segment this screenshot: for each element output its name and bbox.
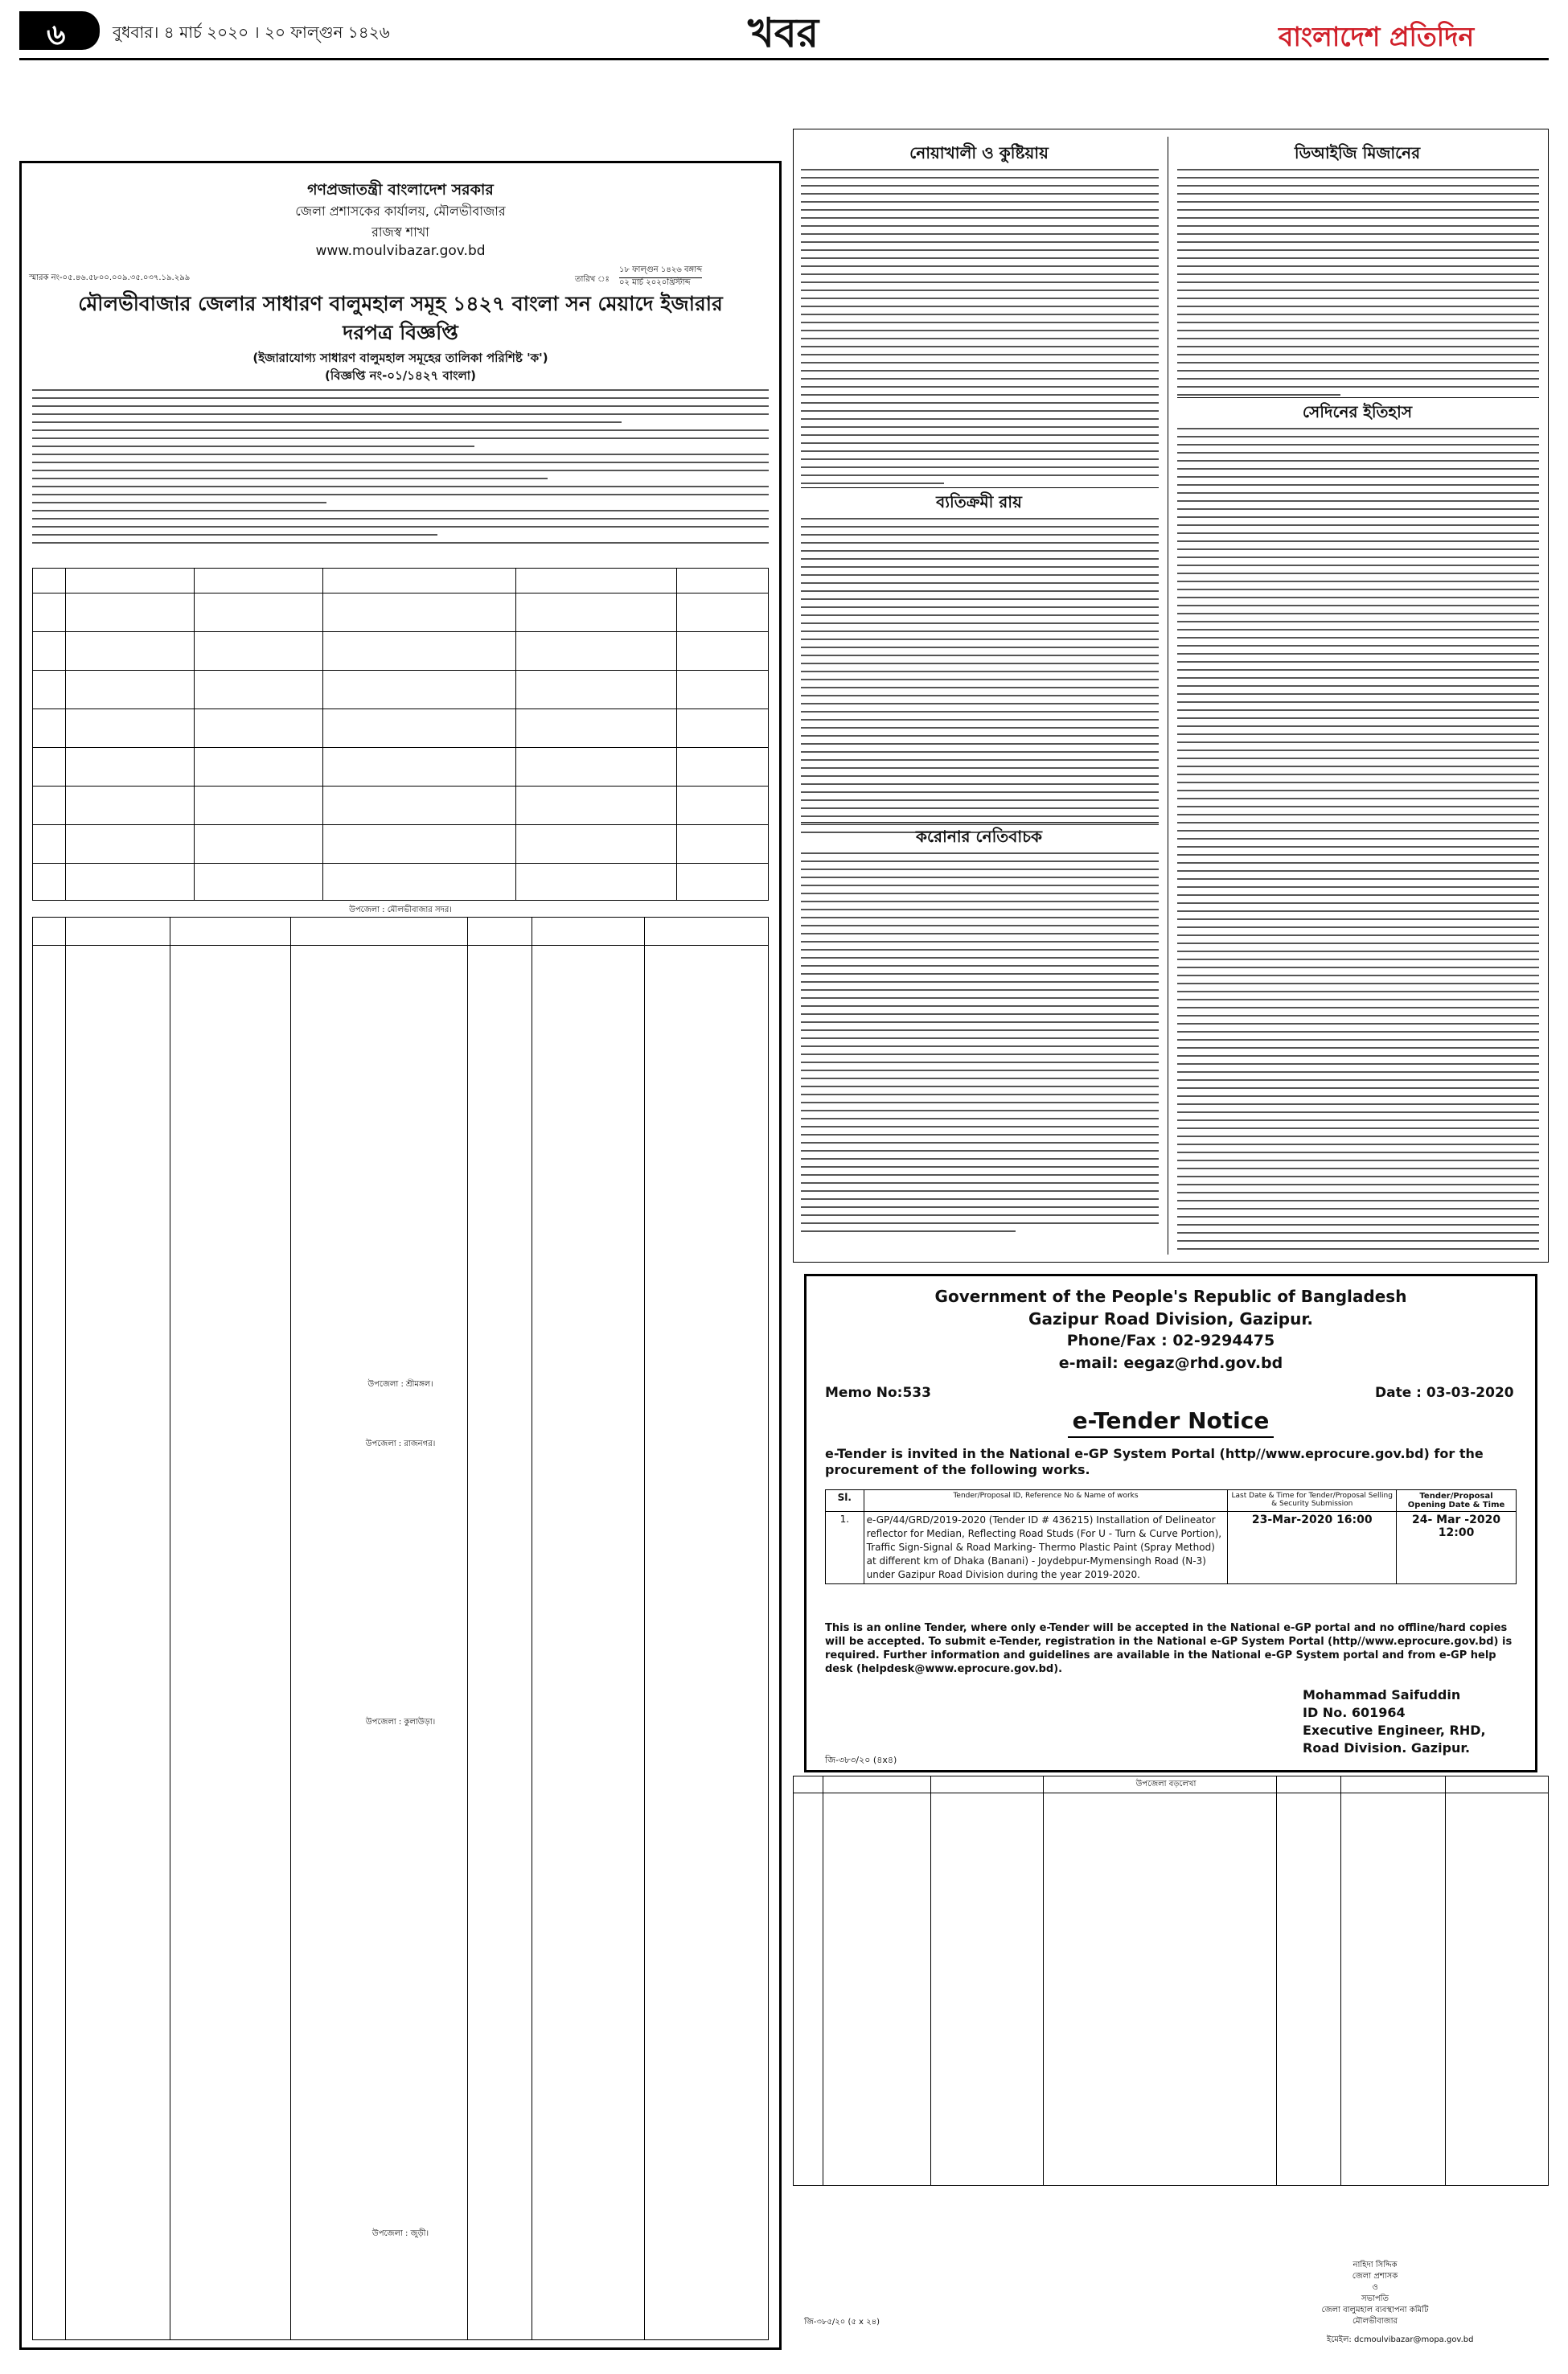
row-opening: 24- Mar -2020 12:00: [1397, 1512, 1517, 1584]
branch-line: রাজস্ব শাখা: [371, 224, 429, 240]
signatory-name: Mohammad Saifuddin: [1303, 1687, 1461, 1702]
memo-number: স্মারক নং-০৫.৪৬.৫৮০০.০০৯.৩৫.০৩৭.১৯.২৯৯: [29, 273, 191, 282]
headline-corona: করোনার নেতিবাচক: [915, 827, 1043, 846]
etender-title: e-Tender Notice: [1072, 1407, 1270, 1434]
article-divider: [801, 822, 1159, 823]
headline-bytikrami: ব্যতিক্রমী রায়: [936, 492, 1022, 511]
office-line: জেলা প্রশাসকের কার্যালয়, মৌলভীবাজার: [295, 203, 506, 219]
page-number-badge: [19, 11, 100, 50]
date-prefix: তারিখ ঃ: [575, 275, 610, 284]
headline-noakhali: নোয়াখালী ও কুষ্টিয়ায়: [909, 143, 1049, 162]
etender-intro: e-Tender is invited in the National e-GP System Portal (http//www.eprocure.gov.bd) for the procurement of the following works.: [825, 1446, 1484, 1477]
right-table-ref: জি-৩৮৫/২০ (৫ x ২৪): [804, 2318, 880, 2327]
etender-email[interactable]: e-mail: eegaz@rhd.gov.bd: [1058, 1354, 1283, 1372]
signatory-division: Road Division. Gazipur.: [1303, 1740, 1471, 1756]
article-divider: [1177, 397, 1539, 398]
date-line: বুধবার। ৪ মার্চ ২০২০ । ২০ ফাল্গুন ১৪২৬: [113, 23, 390, 42]
schedule-table: [32, 568, 769, 901]
col-last-date: Last Date & Time for Tender/Proposal Selling & Security Submission: [1228, 1490, 1397, 1512]
etender-footer: This is an online Tender, where only e-Tender will be accepted in the National e-GP portal and no offline/hard copies will be accepted. To submit e-Tender, registration in the National e-GP System Portal (http//www.eprocure.gov.bd) is required. Further information and guidelines are available in the National e-GP System portal and from e-GP help desk (helpdesk@www.eprocure.gov.bd).: [825, 1622, 1513, 1675]
etender-ref: জি-৩৮৩/২০ (৪x৪): [825, 1755, 897, 1765]
section-title: খবর: [748, 9, 819, 56]
article-noakhali-body: [801, 169, 1159, 491]
article-corona-body: [801, 852, 1159, 1255]
article-divider: [801, 487, 1159, 488]
etender-gov: Government of the People's Republic of Bangladesh: [934, 1287, 1407, 1306]
notice-title: মৌলভীবাজার জেলার সাধারণ বালুমহাল সমূহ ১৪২৭ বাংলা সন মেয়াদে ইজারার: [78, 292, 723, 315]
article-sedin-body: [1177, 428, 1539, 1256]
col-opening: Tender/Proposal Opening Date & Time: [1397, 1490, 1517, 1512]
headline-sedin: সেদিনের ইতিহাস: [1302, 402, 1413, 421]
etender-title-underline: [1068, 1436, 1274, 1438]
dc-signature: নাহিদা সিদ্দিক জেলা প্রশাসক ও সভাপতি জেলা বালুমহাল ব্যবস্থাপনা কমিটি মৌলভীবাজার: [1321, 2261, 1429, 2326]
gov-heading: গণপ্রজাতন্ত্রী বাংলাদেশ সরকার: [307, 181, 494, 199]
notice-intro-text: [32, 389, 769, 565]
upazila-rajnagar-label: উপজেলা : রাজনগর।: [365, 1440, 436, 1448]
header-rule: [19, 58, 1549, 60]
article-bytikrami-body: [801, 518, 1159, 840]
article-dig-body: [1177, 169, 1539, 402]
etender-division: Gazipur Road Division, Gazipur.: [1028, 1309, 1313, 1329]
etender-table: [825, 1489, 1517, 1584]
etender-memo: Memo No:533: [825, 1385, 931, 1401]
notice-title-2: দরপত্র বিজ্ঞপ্তি: [343, 321, 458, 344]
etender-phone: Phone/Fax : 02-9294475: [1066, 1332, 1275, 1349]
row-last-date: 23-Mar-2020 16:00: [1228, 1512, 1397, 1584]
upazila-juri-label: উপজেলা : জুড়ী।: [371, 2229, 429, 2238]
col-sl: Sl.: [826, 1490, 864, 1512]
balumahal-list-table: [32, 917, 769, 2340]
row-desc: e-GP/44/GRD/2019-2020 (Tender ID # 436215) Installation of Delineator reflector for Median, Reflecting Road Studs (For U - Turn & Curve Portion), Traffic Sign-Signal & Road Marking- Thermo Plastic Paint (Spray Method) at different km of Dhaka (Banani) - Joydebpur-Mymensingh Road (N-3) under Gazipur Road Division during the year 2019-2020.: [864, 1512, 1228, 1584]
upazila-srimangal-label: উপজেলা : শ্রীমঙ্গল।: [367, 1380, 433, 1389]
page-number: ৬: [47, 18, 66, 51]
dc-email: ইমেইল: dcmoulvibazar@mopa.gov.bd: [1327, 2335, 1474, 2344]
website-link[interactable]: www.moulvibazar.gov.bd: [315, 243, 486, 259]
notice-number: (বিজ্ঞপ্তি নং-০১/১৪২৭ বাংলা): [324, 368, 477, 383]
signatory-title: Executive Engineer, RHD,: [1303, 1723, 1486, 1738]
etender-date: Date : 03-03-2020: [1375, 1385, 1514, 1401]
notice-subtitle: (ইজারাযোগ্য সাধারণ বালুমহাল সমূহের তালিকা পরিশিষ্ট 'ক'): [252, 351, 548, 365]
date-bengali: ১৮ ফাল্গুন ১৪২৬ বঙ্গাব্দ: [619, 264, 702, 278]
upazila-kulaura-label: উপজেলা : কুলাউড়া।: [365, 1718, 436, 1727]
upazila-sadar-label: উপজেলা : মৌলভীবাজার সদর।: [349, 906, 452, 914]
right-balumahal-table: [793, 1776, 1549, 2186]
brand-logo: বাংলাদেশ প্রতিদিন: [1279, 21, 1475, 52]
signatory-id: ID No. 601964: [1303, 1705, 1406, 1720]
table-row: [826, 1512, 1517, 1584]
right-table-upazila: উপজেলা বড়লেখা: [1135, 1780, 1197, 1789]
col-desc: Tender/Proposal ID, Reference No & Name of works: [864, 1490, 1228, 1512]
date-gregorian: ০২ মার্চ ২০২০খ্রিস্টাব্দ: [619, 278, 691, 287]
headline-dig: ডিআইজি মিজানের: [1294, 143, 1421, 162]
row-sl: 1.: [826, 1512, 864, 1584]
